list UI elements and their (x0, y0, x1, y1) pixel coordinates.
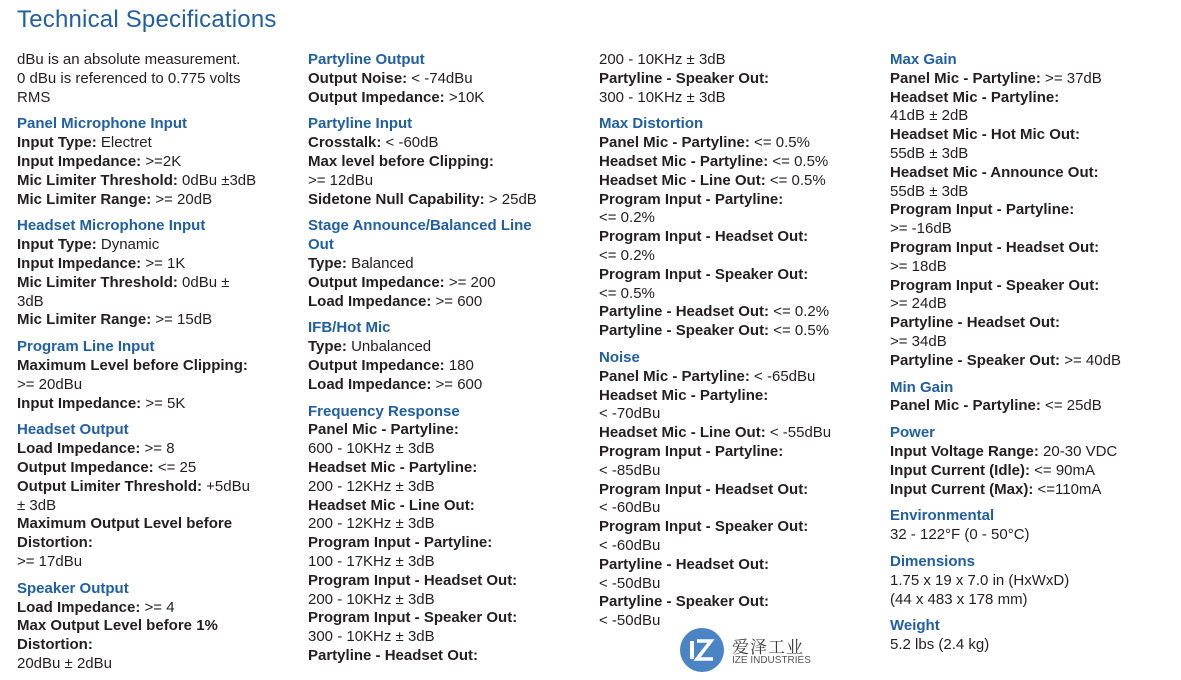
spec-value: <= 90mA (1029, 461, 1096, 479)
spec-value: (44 x 483 x 178 mm) (890, 590, 1028, 608)
spec-line (17, 553, 297, 572)
spec-line (308, 497, 593, 516)
spec-value: >= 20dBu (17, 375, 83, 393)
spec-label: Partyline - Speaker Out: (890, 351, 1061, 369)
spec-label: Panel Mic - Partyline: (890, 69, 1041, 87)
spec-label: Headset Mic - Line Out: (599, 424, 766, 442)
spec-label: Input Impedance: (17, 152, 142, 170)
spec-value: 20-30 VDC (1038, 442, 1118, 460)
spec-line (599, 228, 884, 247)
spec-column-1 (17, 51, 297, 674)
spec-value: < -70dBu (599, 405, 661, 423)
spec-value: <= 0.5% (599, 284, 655, 302)
spec-label: Input Impedance: (17, 394, 142, 412)
spec-label: Program Input - Headset Out: (890, 238, 1100, 256)
spec-label: Sidetone Null Capability: (308, 190, 485, 208)
spec-line (599, 537, 884, 556)
spec-value: >= 1K (141, 254, 186, 272)
spec-lines (308, 255, 593, 311)
spec-label: Partyline - Speaker Out: (599, 593, 770, 611)
spec-line (599, 134, 884, 153)
spec-line (17, 293, 297, 312)
spec-line (890, 526, 1175, 545)
spec-value: 200 - 12KHz ± 3dB (308, 515, 435, 533)
spec-line (17, 497, 297, 516)
spec-label: Partyline - Speaker Out: (599, 322, 770, 340)
section-weight (890, 617, 1175, 655)
spec-label: Panel Mic - Partyline: (599, 134, 750, 152)
section-heading-cont: Out (308, 236, 334, 254)
spec-label: Panel Mic - Partyline: (599, 367, 750, 385)
spec-label: Headset Mic - Partyline: (599, 152, 769, 170)
spec-label: Partyline - Headset Out: (599, 303, 770, 321)
spec-line (890, 164, 1175, 183)
spec-value: 32 - 122°F (0 - 50°C) (890, 526, 1030, 544)
spec-label: Headset Mic - Partyline: (890, 88, 1060, 106)
spec-label: Max Output Level before 1% (17, 617, 218, 635)
spec-value: >= 600 (431, 375, 483, 393)
spec-label: Program Input - Speaker Out: (599, 265, 809, 283)
spec-line (17, 636, 297, 655)
spec-value: <= 0.5% (765, 171, 826, 189)
spec-value: >= 5K (141, 394, 186, 412)
spec-value: >= 200 (444, 273, 496, 291)
spec-line (308, 609, 593, 628)
spec-line (17, 376, 297, 395)
spec-value: Dynamic (96, 236, 160, 254)
spec-value: 41dB ± 2dB (890, 107, 969, 125)
spec-label: Program Input - Partyline: (599, 190, 784, 208)
spec-line (308, 534, 593, 553)
spec-line (599, 247, 884, 266)
section-stage-announce (308, 217, 593, 311)
spec-label: Input Type: (17, 134, 97, 152)
spec-label: Input Current (Idle): (890, 461, 1030, 479)
intro-line: dBu is an absolute measurement. (17, 51, 241, 68)
spec-line (17, 357, 297, 376)
spec-line (308, 70, 593, 89)
spec-line (308, 255, 593, 274)
section-heading: Environmental (890, 507, 995, 525)
spec-line (890, 462, 1175, 481)
spec-value: 5.2 lbs (2.4 kg) (890, 636, 990, 654)
spec-line (599, 303, 884, 322)
section-heading: Max Gain (890, 51, 957, 68)
spec-value: Electret (96, 134, 152, 152)
spec-value: 20dBu ± 2dBu (17, 654, 112, 672)
spec-label: Type: (308, 338, 347, 356)
spec-line (890, 636, 1175, 655)
spec-value: 55dB ± 3dB (890, 182, 969, 200)
spec-line (308, 274, 593, 293)
section-program-line (17, 338, 297, 413)
spec-line (308, 89, 593, 108)
spec-line (308, 647, 593, 666)
spec-value: <= 0.5% (769, 322, 830, 340)
spec-line (308, 572, 593, 591)
section-heading: Speaker Output (17, 579, 129, 597)
section-noise (599, 349, 884, 631)
spec-label: Program Input - Speaker Out: (890, 276, 1100, 294)
section-heading: Partyline Output (308, 51, 425, 68)
spec-label: Program Input - Headset Out: (599, 228, 809, 246)
spec-line (308, 421, 593, 440)
section-freq (308, 403, 593, 666)
spec-value: < -60dB (381, 134, 439, 152)
spec-label: Distortion: (17, 636, 93, 654)
section-max-gain (890, 51, 1175, 371)
spec-line (308, 172, 593, 191)
spec-value: >= 24dB (890, 295, 947, 313)
spec-value: >10K (444, 88, 485, 106)
section-dimensions (890, 553, 1175, 609)
spec-label: Load Impedance: (17, 598, 141, 616)
spec-label: Headset Mic - Line Out: (599, 171, 766, 189)
spec-label: Headset Mic - Partyline: (308, 458, 478, 476)
spec-value: 200 - 12KHz ± 3dB (308, 477, 435, 495)
spec-value: > 25dB (484, 190, 537, 208)
spec-value: < -74dBu (407, 69, 473, 87)
spec-value: >= 4 (140, 598, 175, 616)
spec-value: 100 - 17KHz ± 3dB (308, 552, 435, 570)
spec-value: < -55dBu (765, 424, 832, 442)
spec-value: 1.75 x 19 x 7.0 in (HxWxD) (890, 571, 1070, 589)
spec-value: >= 18dB (890, 257, 947, 275)
spec-line (308, 628, 593, 647)
spec-line (890, 258, 1175, 277)
spec-line (599, 424, 884, 443)
section-heading: Program Line Input (17, 338, 155, 356)
spec-line (308, 376, 593, 395)
spec-line (17, 191, 297, 210)
spec-label: Input Type: (17, 236, 97, 254)
spec-line (890, 352, 1175, 371)
spec-value: >= 12dBu (308, 171, 374, 189)
spec-value: 300 - 10KHz ± 3dB (599, 88, 726, 106)
spec-label: Partyline - Headset Out: (890, 314, 1061, 332)
section-heading: Max Distortion (599, 115, 704, 133)
spec-label: Crosstalk: (308, 134, 382, 152)
spec-line (890, 145, 1175, 164)
spec-label: Distortion: (17, 534, 93, 552)
spec-line (890, 333, 1175, 352)
spec-value: >=2K (141, 152, 182, 170)
section-heading: Partyline Input (308, 115, 413, 133)
spec-line (599, 368, 884, 387)
section-min-gain (890, 379, 1175, 417)
spec-line (599, 443, 884, 462)
spec-line (308, 459, 593, 478)
spec-line (17, 478, 297, 497)
spec-line (308, 440, 593, 459)
spec-value: <= 0.5% (749, 134, 810, 152)
spec-label: Headset Mic - Line Out: (308, 496, 475, 514)
spec-label: Headset Mic - Partyline: (599, 386, 769, 404)
section-partyline-in (308, 115, 593, 209)
spec-label: Partyline - Speaker Out: (599, 69, 770, 87)
spec-label: Headset Mic - Announce Out: (890, 163, 1099, 181)
spec-value: 0dBu ± (177, 273, 230, 291)
spec-line (17, 617, 297, 636)
spec-line (890, 201, 1175, 220)
spec-value: < -50dBu (599, 574, 661, 592)
spec-value: +5dBu (202, 477, 250, 495)
spec-label: Max level before Clipping: (308, 152, 494, 170)
section-heading: Headset Output (17, 421, 129, 439)
spec-line (17, 172, 297, 191)
spec-label: Mic Limiter Range: (17, 190, 152, 208)
spec-line (17, 153, 297, 172)
section-headset-mic (17, 217, 297, 330)
spec-value: 200 - 10KHz ± 3dB (308, 590, 435, 608)
spec-line (308, 338, 593, 357)
spec-value: Balanced (346, 254, 414, 272)
spec-value: < -60dBu (599, 499, 661, 517)
spec-value: >= 34dB (890, 332, 947, 350)
intro-line: 0 dBu is referenced to 0.775 volts (17, 69, 241, 87)
spec-label: Type: (308, 254, 347, 272)
section-partyline-out (308, 51, 593, 107)
spec-value: <= 0.2% (769, 303, 830, 321)
spec-value: <= 0.2% (599, 209, 655, 227)
page-title: Technical Specifications (17, 6, 277, 33)
intro-line: RMS (17, 88, 51, 106)
spec-line (599, 89, 884, 108)
spec-line (17, 440, 297, 459)
spec-value: <= 0.5% (768, 152, 829, 170)
section-heading: Headset Microphone Input (17, 217, 206, 235)
spec-line (308, 591, 593, 610)
spec-label: Output Impedance: (308, 273, 445, 291)
spec-line (308, 153, 593, 172)
spec-line (17, 534, 297, 553)
spec-line (17, 255, 297, 274)
section-heading: Dimensions (890, 552, 976, 570)
spec-value: >= 15dB (151, 311, 213, 329)
spec-label: Load Impedance: (308, 375, 432, 393)
spec-line (890, 70, 1175, 89)
spec-line (599, 481, 884, 500)
spec-line (599, 593, 884, 612)
logo-english-text: IZE INDUSTRIES (732, 655, 811, 666)
spec-label: Program Input - Headset Out: (599, 480, 809, 498)
section-heading: Power (890, 424, 936, 442)
spec-line (890, 295, 1175, 314)
spec-line (890, 239, 1175, 258)
spec-value: >= 37dB (1040, 69, 1102, 87)
spec-label: Output Noise: (308, 69, 408, 87)
spec-line (599, 209, 884, 228)
spec-line (599, 285, 884, 304)
spec-line (599, 387, 884, 406)
spec-value: < -60dBu (599, 536, 661, 554)
spec-line (890, 107, 1175, 126)
spec-line (890, 183, 1175, 202)
section-max-dist (599, 115, 884, 341)
spec-value: >= 40dB (1060, 351, 1121, 369)
spec-value: ± 3dB (17, 496, 57, 514)
spec-value: 180 (444, 356, 474, 374)
spec-line (17, 311, 297, 330)
spec-line (308, 478, 593, 497)
section-power (890, 424, 1175, 499)
spec-line (17, 134, 297, 153)
section-panel-mic (17, 115, 297, 209)
spec-value: 600 - 10KHz ± 3dB (308, 440, 435, 458)
spec-line (599, 70, 884, 89)
spec-label: Headset Mic - Hot Mic Out: (890, 126, 1081, 144)
spec-value: 55dB ± 3dB (890, 144, 969, 162)
spec-value: 300 - 10KHz ± 3dB (308, 628, 435, 646)
spec-label: Output Impedance: (308, 356, 445, 374)
section-heading: Noise (599, 348, 640, 366)
ize-industries-logo (680, 627, 830, 673)
spec-line (890, 481, 1175, 500)
spec-lines (599, 51, 884, 107)
spec-value: >= 8 (140, 440, 175, 458)
spec-line (308, 293, 593, 312)
spec-label: Program Input - Headset Out: (308, 571, 518, 589)
spec-line (890, 443, 1175, 462)
spec-label: Input Voltage Range: (890, 442, 1039, 460)
spec-line (890, 220, 1175, 239)
spec-line (17, 599, 297, 618)
spec-label: Panel Mic - Partyline: (308, 421, 459, 439)
spec-line (599, 556, 884, 575)
spec-line (17, 395, 297, 414)
spec-line (599, 462, 884, 481)
spec-line (17, 655, 297, 674)
spec-line (17, 459, 297, 478)
spec-line (17, 236, 297, 255)
section-heading: Stage Announce/Balanced Line (308, 217, 532, 235)
spec-label: Program Input - Partyline: (890, 201, 1075, 219)
spec-line (599, 575, 884, 594)
spec-label: Program Input - Speaker Out: (308, 609, 518, 627)
spec-value: < -50dBu (599, 612, 661, 630)
spec-value: <= 0.2% (599, 246, 655, 264)
spec-line (599, 499, 884, 518)
spec-value: <= 25dB (1040, 397, 1102, 415)
spec-value: <=110mA (1033, 480, 1102, 498)
spec-value: < -65dBu (749, 367, 816, 385)
spec-line (308, 357, 593, 376)
spec-line (599, 518, 884, 537)
spec-label: Input Impedance: (17, 254, 142, 272)
section-environmental (890, 507, 1175, 545)
spec-line (17, 515, 297, 534)
spec-value: >= 20dB (151, 190, 213, 208)
spec-column-2 (308, 51, 593, 666)
section-heading: Min Gain (890, 378, 954, 396)
spec-label: Mic Limiter Range: (17, 311, 152, 329)
spec-line (890, 126, 1175, 145)
spec-line (308, 191, 593, 210)
spec-label: Maximum Output Level before (17, 515, 233, 533)
spec-line (890, 591, 1175, 610)
spec-line (599, 153, 884, 172)
spec-line (599, 191, 884, 210)
spec-label: Output Limiter Threshold: (17, 477, 202, 495)
section-ifb (308, 319, 593, 394)
section-speaker-out (17, 580, 297, 674)
section-heading: Panel Microphone Input (17, 115, 188, 133)
spec-label: Program Input - Partyline: (308, 534, 493, 552)
spec-value: Unbalanced (346, 338, 432, 356)
spec-label: Maximum Level before Clipping: (17, 356, 248, 374)
spec-label: Input Current (Max): (890, 480, 1034, 498)
spec-label: Mic Limiter Threshold: (17, 171, 178, 189)
spec-label: Panel Mic - Partyline: (890, 397, 1041, 415)
section-heading: Weight (890, 617, 940, 635)
spec-line (890, 572, 1175, 591)
spec-line (599, 172, 884, 191)
spec-value: >= 600 (431, 292, 483, 310)
logo-chinese-text: 爱泽工业 (732, 638, 804, 658)
spec-line (890, 89, 1175, 108)
spec-line (890, 314, 1175, 333)
spec-value: < -85dBu (599, 461, 661, 479)
spec-label: Partyline - Headset Out: (308, 646, 479, 664)
spec-line (599, 322, 884, 341)
spec-line (599, 51, 884, 70)
spec-label: Partyline - Headset Out: (599, 555, 770, 573)
spec-label: Mic Limiter Threshold: (17, 273, 178, 291)
section-heading: Frequency Response (308, 402, 460, 420)
spec-line (599, 266, 884, 285)
section-headset-out (17, 421, 297, 571)
spec-label: Program Input - Speaker Out: (599, 518, 809, 536)
spec-value: <= 25 (153, 458, 197, 476)
spec-line (599, 405, 884, 424)
spec-label: Program Input - Partyline: (599, 442, 784, 460)
spec-line (17, 274, 297, 293)
spec-label: Output Impedance: (308, 88, 445, 106)
spec-column-4 (890, 51, 1175, 655)
spec-label: Output Impedance: (17, 458, 154, 476)
spec-line (308, 553, 593, 572)
spec-value: 200 - 10KHz ± 3dB (599, 51, 726, 68)
logo-mark-icon (680, 628, 724, 672)
section-heading: IFB/Hot Mic (308, 319, 391, 337)
spec-label: Load Impedance: (17, 440, 141, 458)
spec-line (308, 134, 593, 153)
spec-line (890, 277, 1175, 296)
spec-value: >= 17dBu (17, 552, 83, 570)
spec-line (308, 515, 593, 534)
spec-value: 0dBu ±3dB (177, 171, 257, 189)
spec-value: >= -16dB (890, 220, 952, 238)
spec-label: Load Impedance: (308, 292, 432, 310)
spec-value: 3dB (17, 292, 44, 310)
spec-line (890, 397, 1175, 416)
spec-column-3 (599, 51, 884, 631)
